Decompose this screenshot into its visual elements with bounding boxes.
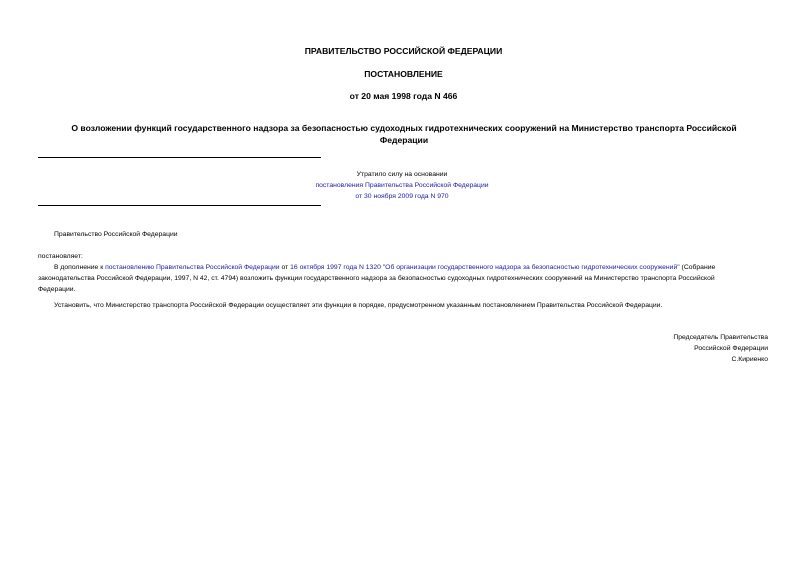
signature-title: Председатель Правительства bbox=[673, 334, 768, 341]
paragraph-1-line-1 bbox=[38, 262, 768, 273]
signature-block bbox=[673, 332, 768, 365]
signature-name: С.Кириенко bbox=[731, 356, 768, 363]
paragraph-1-text-a: В дополнение к bbox=[54, 264, 106, 271]
status-note bbox=[296, 169, 508, 202]
document-date-number: от 20 мая 1998 года N 466 bbox=[349, 91, 458, 101]
link-resolution-1320[interactable]: 16 октября 1997 года N 1320 "Об организации государственного надзора за безопасностью гидротехнических сооружений" bbox=[290, 264, 680, 271]
government-heading: ПРАВИТЕЛЬСТВО РОССИЙСКОЙ ФЕДЕРАЦИИ bbox=[304, 46, 503, 56]
paragraph-2: Установить, что Министерство транспорта Российской Федерации осуществляет эти функции в порядке, предусмотренном указанным постановлением Правительства Российской Федерации. bbox=[54, 302, 663, 309]
document-title-line-2: Федерации bbox=[379, 135, 429, 145]
divider-bottom bbox=[38, 205, 321, 206]
signature-org: Российской Федерации bbox=[694, 345, 768, 352]
paragraph-1-text-b: от bbox=[279, 264, 291, 271]
document-title bbox=[52, 122, 756, 146]
issuer-text: Правительство Российской Федерации bbox=[54, 231, 178, 238]
paragraph-1-line-2: законодательства Российской Федерации, 1997, N 42, ст. 4794) возложить функции государственного надзора за безопасностью судоходных гидротехнических сооружений на Министерство транспорта Российской bbox=[38, 275, 715, 282]
status-note-link-date[interactable]: от 30 ноября 2009 года N 970 bbox=[355, 193, 449, 200]
paragraph-1 bbox=[38, 262, 768, 295]
link-resolution[interactable]: постановлению Правительства Российской Федерации bbox=[105, 264, 280, 271]
document-title-line-1: О возложении функций государственного надзора за безопасностью судоходных гидротехнических сооружений на Министерство транспорта Российской bbox=[71, 123, 737, 133]
resolves-text: постановляет: bbox=[38, 253, 83, 260]
status-note-text: Утратило силу на основании bbox=[356, 171, 448, 178]
document-type: ПОСТАНОВЛЕНИЕ bbox=[364, 69, 443, 79]
paragraph-1-text-c: (Собрание bbox=[679, 264, 716, 271]
status-note-link-resolution[interactable]: постановления Правительства Российской Федерации bbox=[315, 182, 489, 189]
divider-top bbox=[38, 157, 321, 158]
paragraph-1-line-3: Федерации. bbox=[38, 286, 76, 293]
